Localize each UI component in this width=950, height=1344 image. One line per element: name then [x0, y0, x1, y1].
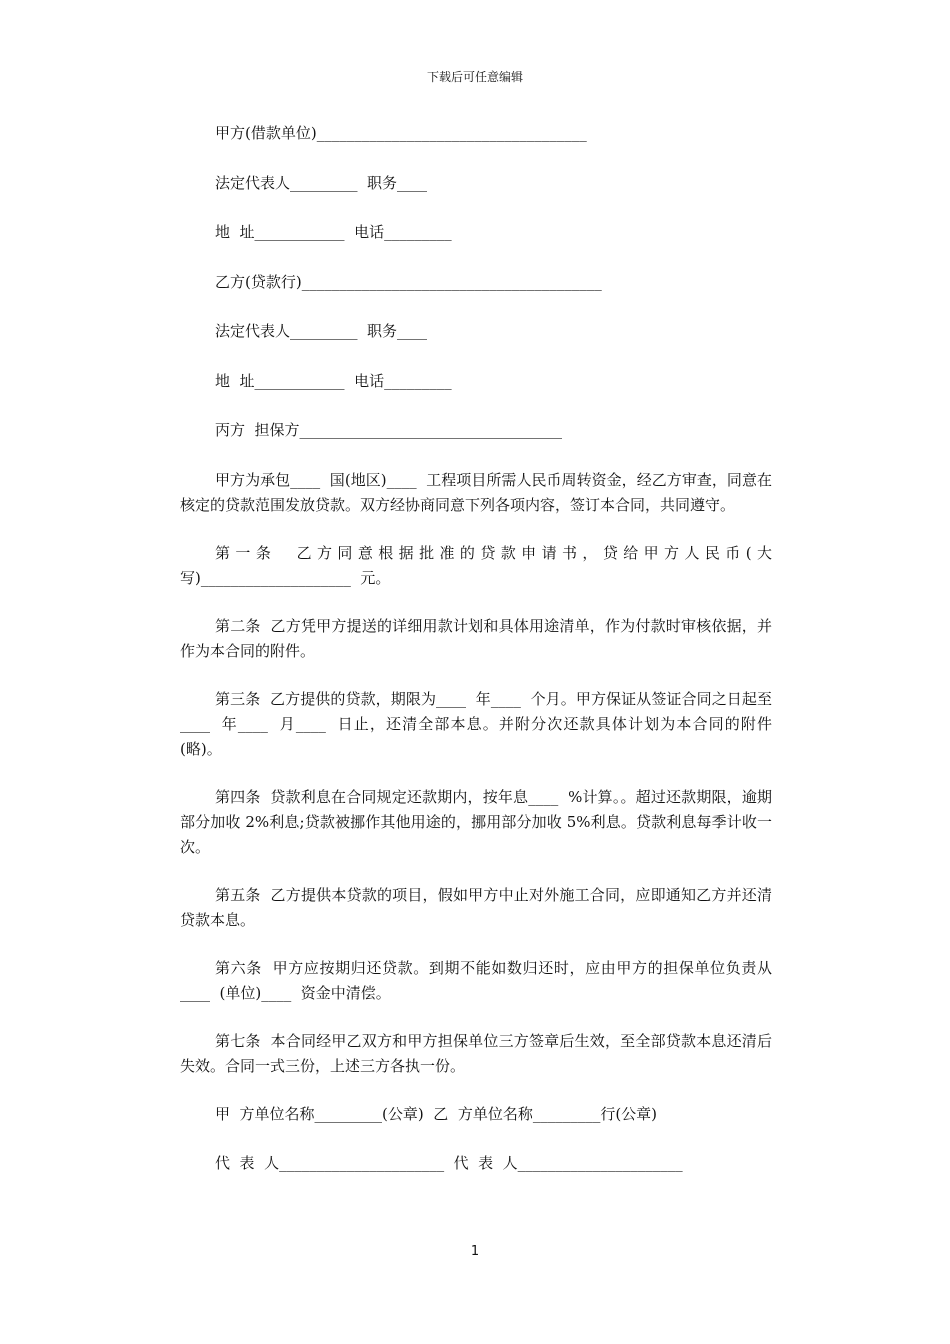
party-b-lender-line: 乙方(贷款行)________________________________________ [215, 272, 602, 291]
party-c-guarantor-line: 丙方 担保方___________________________________ [215, 421, 563, 439]
contract-body [180, 121, 772, 1201]
article-2: 第二条 乙方凭甲方提送的详细用款计划和具体用途清单，作为付款时审核依据，并作为本合同的附件。 [180, 616, 772, 660]
article-3: 第三条 乙方提供的贷款，期限为____ 年____ 个月。甲方保证从签证合同之日起至____ 年____ 月____ 日止，还清全部本息。并附分次还款具体计划为本合同的附件(略)。 [180, 689, 772, 758]
signature-representatives-line: 代 表 人______________________ 代 表 人______________________ [215, 1154, 683, 1172]
article-5: 第五条 乙方提供本贷款的项目，假如甲方中止对外施工合同，应即通知乙方并还清贷款本息。 [180, 885, 772, 929]
article-6: 第六条 甲方应按期归还贷款。到期不能如数归还时，应由甲方的担保单位负责从____ (单位)____ 资金中清偿。 [180, 958, 772, 1002]
party-b-representative-line: 法定代表人_________ 职务____ [215, 322, 428, 340]
signature-unit-names-line: 甲 方单位名称_________(公章) 乙 方单位名称_________行(公章) [215, 1104, 658, 1123]
article-7: 第七条 本合同经甲乙双方和甲方担保单位三方签章后生效，至全部贷款本息还清后失效。合同一式三份，上述三方各执一份。 [180, 1031, 772, 1075]
party-a-borrower-line: 甲方(借款单位)____________________________________ [215, 124, 587, 142]
article-4: 第四条 贷款利息在合同规定还款期内，按年息____ %计算。。超过还款期限，逾期部分加收 2%利息;贷款被挪作其他用途的，挪用部分加收 5%利息。贷款利息每季计收一次。 [180, 787, 772, 856]
party-a-address-line: 地 址____________ 电话_________ [215, 223, 452, 241]
page-header-note: 下载后可任意编辑 [426, 70, 523, 84]
article-1: 第一条 乙方同意根据批准的贷款申请书，贷给甲方人民币(大写)____________________ 元。 [180, 543, 772, 587]
page-number: 1 [470, 1244, 480, 1259]
preamble-paragraph: 甲方为承包____ 国(地区)____ 工程项目所需人民币周转资金，经乙方审查，同意在核定的贷款范围发放贷款。双方经协商同意下列各项内容，签订本合同，共同遵守。 [180, 470, 772, 514]
party-b-address-line: 地 址____________ 电话_________ [215, 371, 452, 390]
party-a-representative-line: 法定代表人_________ 职务____ [215, 173, 428, 192]
